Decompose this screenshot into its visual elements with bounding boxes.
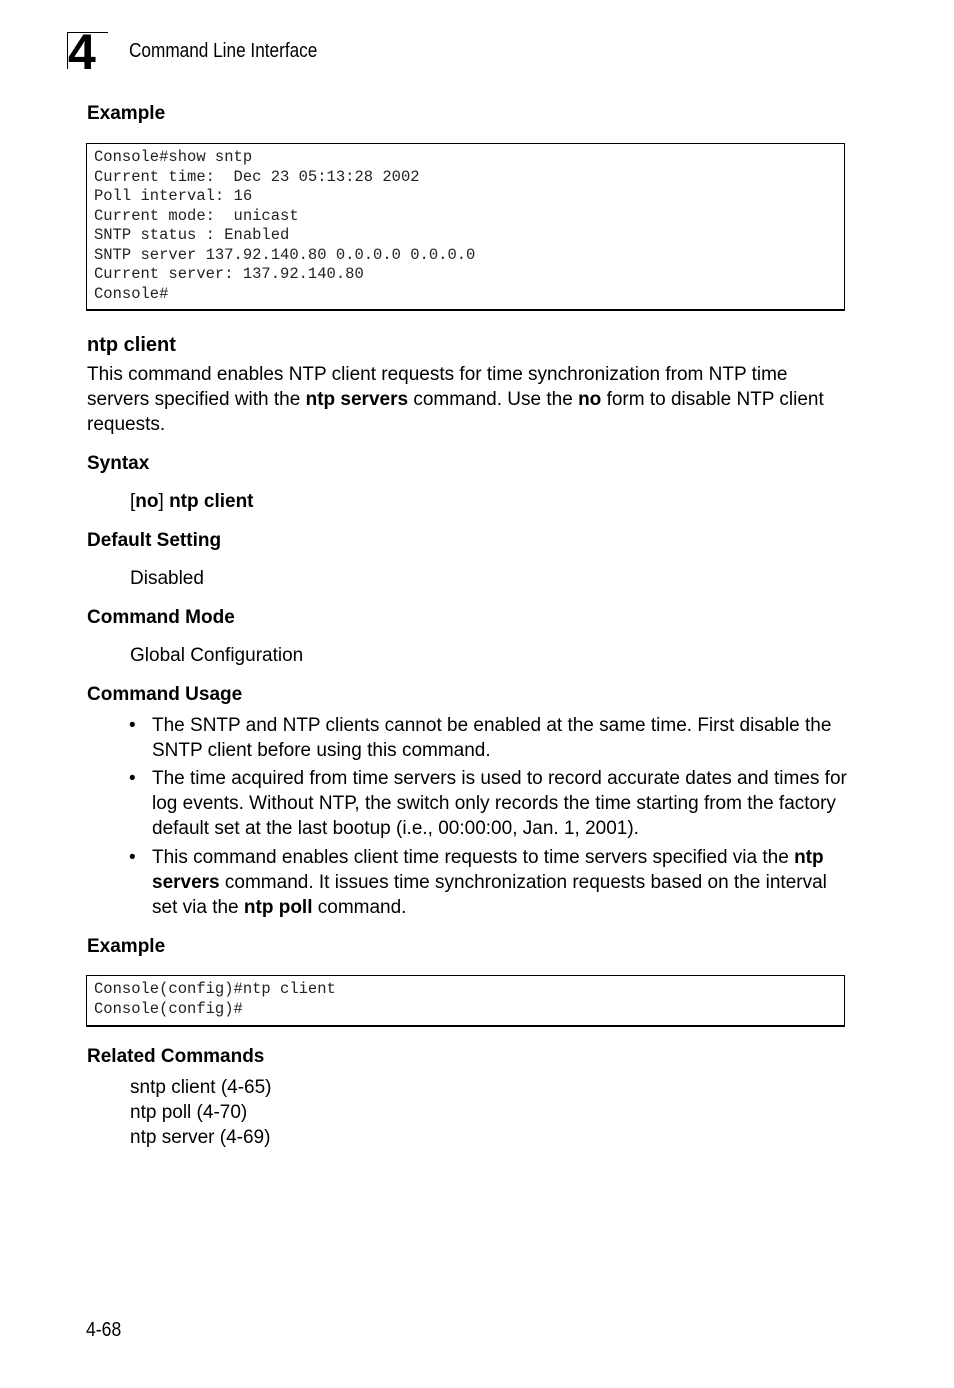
bullet-bold-command: ntp poll <box>243 897 313 918</box>
syntax-bracket: ] <box>158 491 170 512</box>
bullet-text-part: command. <box>312 897 407 918</box>
bullet-marker: • <box>129 768 136 789</box>
syntax-line <box>130 489 254 514</box>
bullet-bold-command: ntp servers <box>152 847 824 893</box>
related-commands-heading: Related Commands <box>87 1046 265 1067</box>
syntax-no-keyword: no <box>135 491 159 512</box>
bullet-marker: • <box>129 847 136 868</box>
related-command-item: sntp client (4-65) <box>130 1077 272 1098</box>
desc-text: command. Use the <box>408 389 579 410</box>
page-number: 4-68 <box>86 1319 122 1341</box>
code-line: Console# <box>94 284 169 303</box>
desc-bold-keyword: no <box>578 389 602 410</box>
command-mode-value: Global Configuration <box>130 645 304 666</box>
section-title: ntp client <box>87 334 176 356</box>
bullet-text: The SNTP and NTP clients cannot be enabled at the same time. First disable the SNTP client before using this command. <box>152 715 832 761</box>
related-command-item: ntp poll (4-70) <box>130 1102 248 1123</box>
code-line: SNTP status : Enabled <box>94 226 290 244</box>
code-line: Console(config)# <box>94 999 243 1018</box>
syntax-command: ntp client <box>169 491 254 512</box>
desc-text: form to disable NTP client requests. <box>87 389 824 435</box>
code-example-1 <box>86 143 845 311</box>
bullet-text: The time acquired from time servers is used to record accurate dates and times for log events. Without NTP, the switch only records the time starting from the factory default set at the last bootup (i.e., 00:00:00, Jan. 1, 2001). <box>152 768 847 839</box>
syntax-bracket: [ <box>130 491 136 512</box>
bullet-text-part: command. It issues time synchronization requests based on the interval set via the <box>152 872 827 918</box>
default-setting-value: Disabled <box>130 568 204 589</box>
code-line: Current mode: unicast <box>94 206 299 225</box>
section-description <box>87 362 847 437</box>
code-line: Poll interval: 16 <box>94 187 253 205</box>
chapter-number: 4 <box>68 24 94 80</box>
related-command-item: ntp server (4-69) <box>130 1127 271 1148</box>
syntax-heading: Syntax <box>87 453 150 474</box>
desc-bold-command: ntp servers <box>305 389 409 410</box>
example-heading-1: Example <box>87 103 166 124</box>
code-line: Current server: 137.92.140.80 <box>94 265 364 283</box>
example-heading-2: Example <box>87 936 166 957</box>
command-usage-heading: Command Usage <box>87 684 243 705</box>
bullet-marker: • <box>129 715 136 736</box>
code-line: SNTP server 137.92.140.80 0.0.0.0 0.0.0.0 <box>94 245 476 264</box>
desc-text: This command enables NTP client requests for time synchronization from NTP time servers specified with the <box>87 364 788 410</box>
default-setting-heading: Default Setting <box>87 530 222 551</box>
running-title: Command Line Interface <box>129 40 318 62</box>
bullet-text-part: This command enables client time requests to time servers specified via the <box>152 847 795 868</box>
command-mode-heading: Command Mode <box>87 607 235 628</box>
code-example-2 <box>86 975 845 1027</box>
bullet-text <box>152 845 848 920</box>
code-line: Current time: Dec 23 05:13:28 2002 <box>94 167 420 186</box>
code-line: Console#show sntp <box>94 148 253 166</box>
code-line: Console(config)#ntp client <box>94 980 336 998</box>
